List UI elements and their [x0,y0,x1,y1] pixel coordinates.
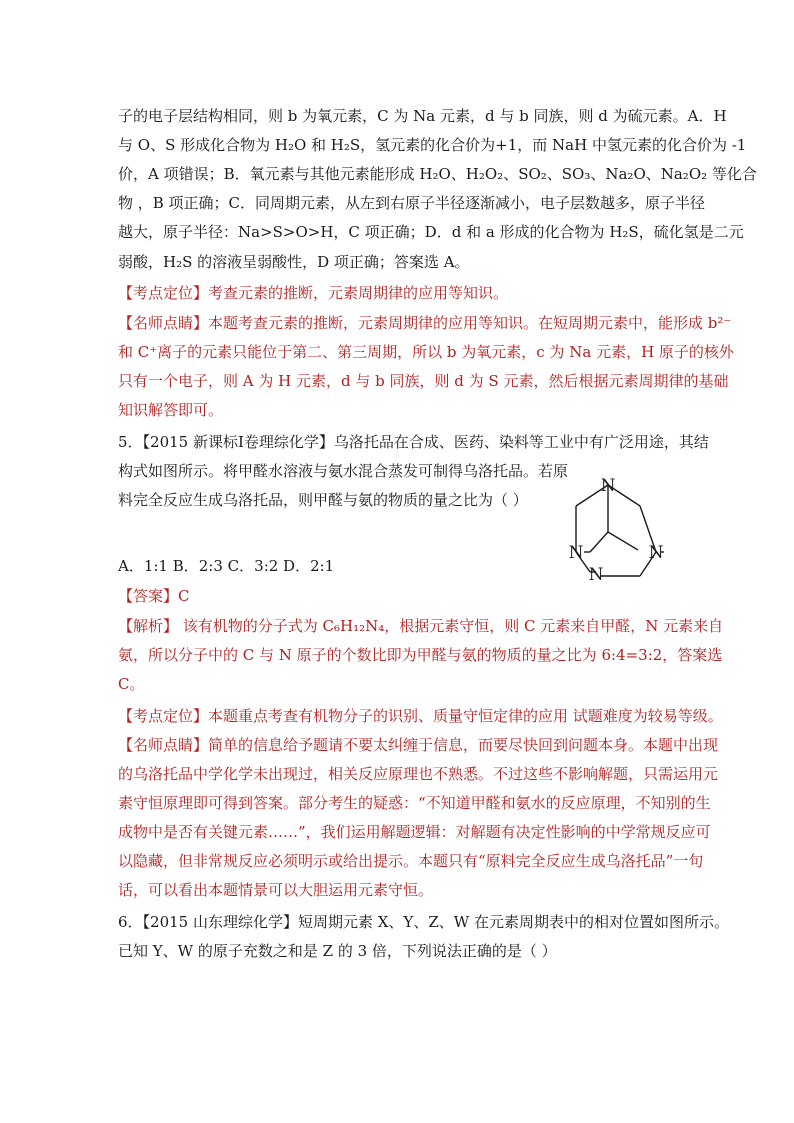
text-line: 越大，原子半径：Na>S>O>H，C 项正确；D．d 和 a 形成的化合物为 H₂S，硫化氢是二元 [118,223,744,241]
text-line: C。 [118,675,145,693]
urotropine-structure-diagram [548,468,684,596]
text-line: 价，A 项错误；B．氧元素与其他元素能形成 H₂O、H₂O₂、SO₂、SO₃、Na₂O、Na₂O₂ 等化合 [118,165,757,183]
text-line: 料完全反应生成乌洛托品，则甲醛与氨的物质的量之比为（ ） [118,491,528,509]
text-line: 【考点定位】考查元素的推断，元素周期律的应用等知识。 [118,284,509,302]
text-line: 已知 Y、W 的原子充数之和是 Z 的 3 倍，下列说法正确的是（ ） [118,942,557,960]
nitrogen-atom-bottom: N [588,565,604,585]
text-line: 氨，所以分子中的 C 与 N 原子的个数比即为甲醛与氨的物质的量之比为 6:4=3:2，答案选 [118,646,723,664]
text-line: 知识解答即可。 [118,401,224,419]
text-line: 和 C⁺离子的元素只能位于第二、第三周期，所以 b 为氧元素，c 为 Na 元素，H 原子的核外 [118,343,734,361]
text-line: 【名师点睛】简单的信息给予题请不要太纠缠于信息，而要尽快回到问题本身。本题中出现 [118,736,719,754]
nitrogen-atom-right: N [648,543,664,563]
nitrogen-atom-top: N [600,476,616,496]
text-line: 与 O、S 形成化合物为 H₂O 和 H₂S，氢元素的化合价为+1，而 NaH 中氢元素的化合价为 -1 [118,136,747,154]
text-line: 成物中是否有关键元素……”，我们运用解题逻辑：对解题有决定性影响的中学常规反应可 [118,823,711,841]
text-line: 素守恒原理即可得到答案。部分考生的疑惑：“不知道甲醛和氨水的反应原理，不知别的生 [118,794,711,812]
text-line: 的乌洛托品中学化学未出现过，相关反应原理也不熟悉。不过这些不影响解题，只需运用元 [118,765,719,783]
text-line: 6．【2015 山东理综化学】短周期元素 X、Y、Z、W 在元素周期表中的相对位置如图所示。 [118,913,729,931]
text-line: 以隐藏，但非常规反应必须明示或给出提示。本题只有“原料完全反应生成乌洛托品”一句 [118,852,704,870]
text-line: 构式如图所示。将甲醛水溶液与氨水混合蒸发可制得乌洛托品。若原 [118,462,569,480]
text-line: 子的电子层结构相同，则 b 为氧元素，C 为 Na 元素，d 与 b 同族，则 d 为硫元素。A．H [118,107,727,125]
text-line: 【考点定位】本题重点考查有机物分子的识别、质量守恒定律的应用 试题难度为较易等级。 [118,707,723,725]
text-line: 5．【2015 新课标Ⅰ卷理综化学】乌洛托品在合成、医药、染料等工业中有广泛用途，其结 [118,433,709,451]
nitrogen-atom-left: N [568,543,584,563]
text-line: 【答案】C [118,587,190,605]
text-line: 【名师点睛】本题考查元素的推断，元素周期律的应用等知识。在短周期元素中，能形成 b²⁻ [118,314,732,332]
text-line: 只有一个电子，则 A 为 H 元素，d 与 b 同族，则 d 为 S 元素，然后根据元素周期律的基础 [118,372,729,390]
text-line: 物 ，B 项正确；C．同周期元素，从左到右原子半径逐渐减小，电子层数越多，原子半径 [118,194,706,212]
text-line: A．1:1 B．2:3 C．3:2 D．2:1 [118,557,335,575]
text-line: 【解析】 该有机物的分子式为 C₆H₁₂N₄，根据元素守恒，则 C 元素来自甲醛，N 元素来自 [118,617,724,635]
text-line: 弱酸，H₂S 的溶液呈弱酸性，D 项正确；答案选 A。 [118,253,470,271]
text-line: 话，可以看出本题情景可以大胆运用元素守恒。 [118,881,434,899]
